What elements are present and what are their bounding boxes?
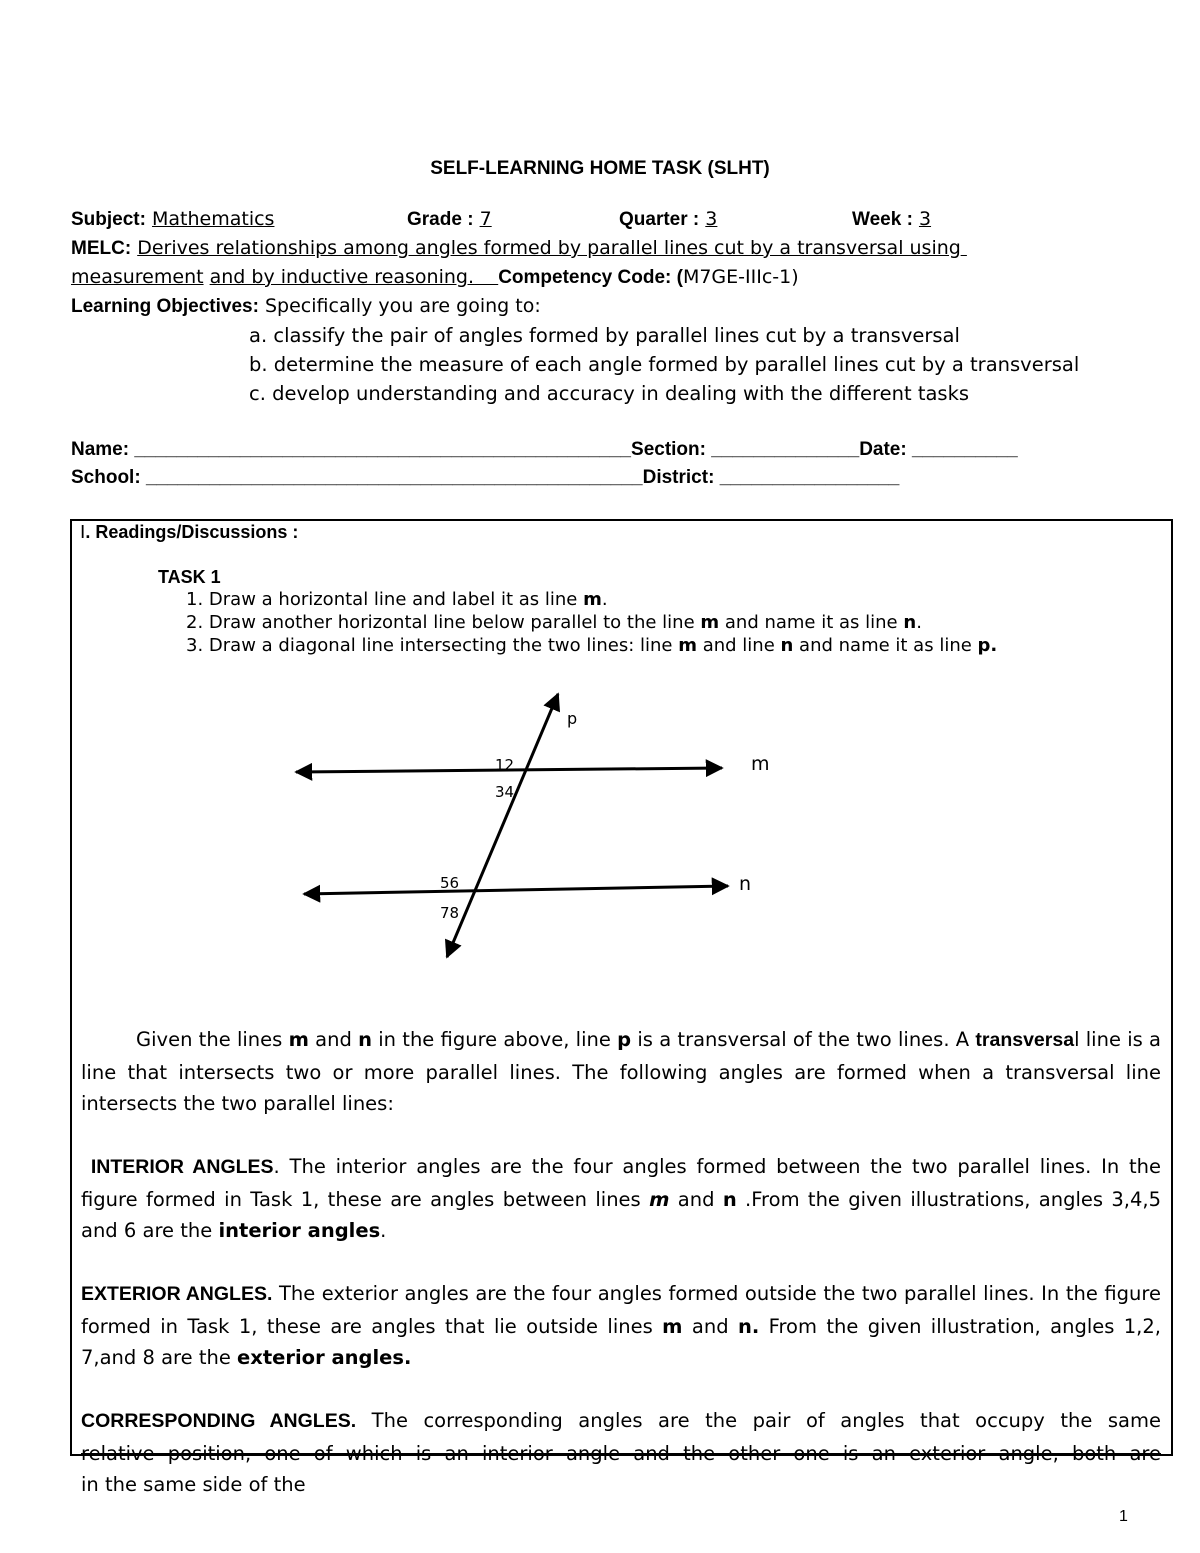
name-field[interactable]: _______________________________________________: [134, 439, 632, 460]
readings-heading-text: . Readings/Discussions :: [85, 522, 299, 542]
melc-text-2b: and by inductive reasoning.: [209, 266, 475, 288]
grade-value: 7: [479, 208, 492, 230]
objective-marker: b.: [249, 353, 268, 376]
step-number: 1.: [186, 589, 204, 610]
section-label: Section:: [631, 439, 706, 460]
step-text: .: [601, 589, 608, 610]
quarter-label: Quarter :: [619, 209, 700, 230]
angle-label-34: 34: [495, 783, 515, 801]
label-n: n: [739, 873, 752, 895]
melc-text-1: Derives relationships among angles formed by parallel lines cut by a transversal using: [137, 237, 961, 259]
week-value: 3: [918, 208, 932, 230]
step-number: 2.: [186, 612, 204, 633]
intro-paragraph: Given the lines m and n in the figure above, line p is a transversal of the two lines. A transversal line is a line that intersects two or more parallel lines. The following angles are formed when a transversal line intersects the two parallel lines:: [81, 1028, 1161, 1115]
step-text: Draw a horizontal line and label it as line: [208, 589, 584, 610]
exterior-angles-paragraph: EXTERIOR ANGLES. The exterior angles are the four angles formed outside the two parallel lines. In the figure formed in Task 1, these are angles that lie outside lines m and n. From the given illustration, angles 1,2, 7,and 8 are the exterior angles.: [81, 1282, 1161, 1369]
objective-text: develop understanding and accuracy in dealing with the different tasks: [272, 382, 970, 405]
label-m: m: [751, 753, 770, 775]
angle-label-12: 12: [495, 756, 515, 774]
step-text: and name it as line: [793, 635, 978, 656]
objectives-intro: Specifically you are going to:: [265, 295, 541, 317]
corresponding-angles-heading: CORRESPONDING ANGLES.: [81, 1410, 357, 1432]
corresponding-angles-paragraph: CORRESPONDING ANGLES. The corresponding angles are the pair of angles that occupy the same relative position, one of which is an interior angle and the other one is an exterior angle, both are in the same side of the: [81, 1405, 1161, 1501]
angle-label-56: 56: [440, 874, 460, 892]
step-bold: m: [678, 635, 697, 656]
objective-marker: a.: [249, 324, 268, 347]
step-bold: n: [780, 635, 794, 656]
step-bold: m: [700, 612, 720, 633]
district-label: District:: [642, 467, 715, 488]
page-number: 1: [1119, 1508, 1128, 1525]
page-title: SELF-LEARNING HOME TASK (SLHT): [430, 158, 770, 179]
corresponding-last-line: in the same side of the: [81, 1473, 306, 1496]
step-text: and name it as line: [719, 612, 904, 633]
quarter-value: 3: [705, 208, 718, 230]
step-text: and line: [696, 635, 781, 656]
interior-angles-heading: INTERIOR ANGLES: [90, 1156, 274, 1178]
melc-label: MELC:: [71, 238, 132, 259]
corresponding-struck-line: relative position, one of which is an interior angle and the other one is an exterior angle, both are: [81, 1441, 1161, 1465]
competency-code-label: Competency Code: (: [498, 267, 683, 288]
label-p: p: [567, 709, 578, 728]
objectives-label: Learning Objectives:: [71, 296, 259, 317]
district-field[interactable]: _________________: [719, 467, 900, 488]
step-bold: m: [583, 589, 602, 610]
step-text: Draw another horizontal line below parallel to the line: [208, 612, 701, 633]
exterior-angles-heading: EXTERIOR ANGLES.: [81, 1283, 273, 1305]
subject-label: Subject:: [71, 209, 146, 230]
school-field[interactable]: _______________________________________________: [145, 467, 643, 488]
step-number: 3.: [186, 635, 204, 656]
name-label: Name:: [71, 439, 130, 460]
grade-label: Grade :: [407, 209, 474, 230]
line-n: [304, 886, 728, 894]
week-label: Week :: [852, 209, 913, 230]
school-label: School:: [71, 467, 141, 488]
subject-value: Mathematics: [152, 208, 275, 230]
objective-marker: c.: [249, 382, 266, 405]
line-p: [447, 694, 558, 957]
step-bold: .: [990, 635, 998, 656]
section-field[interactable]: ______________: [711, 439, 860, 460]
melc-text-2a: measurement: [71, 266, 204, 288]
step-text: .: [916, 612, 922, 633]
objective-text: classify the pair of angles formed by parallel lines cut by a transversal: [273, 324, 960, 347]
task-title: TASK 1: [158, 567, 221, 587]
competency-code-value: M7GE-IIIc-1): [682, 266, 799, 288]
date-field[interactable]: __________: [911, 439, 1018, 460]
step-bold: p: [977, 635, 991, 656]
objective-text: determine the measure of each angle formed by parallel lines cut by a transversal: [273, 353, 1080, 376]
readings-numeral: I: [80, 522, 86, 543]
interior-angles-paragraph: INTERIOR ANGLES. The interior angles are the four angles formed between the two parallel lines. In the figure formed in Task 1, these are angles between lines m and n .From the given illustrations, angles 3,4,5 and 6 are the interior angles.: [81, 1155, 1162, 1242]
date-label: Date:: [859, 439, 907, 460]
step-bold: n: [903, 612, 917, 633]
angle-label-78: 78: [440, 904, 460, 922]
step-text: Draw a diagonal line intersecting the two lines: line: [208, 635, 679, 656]
